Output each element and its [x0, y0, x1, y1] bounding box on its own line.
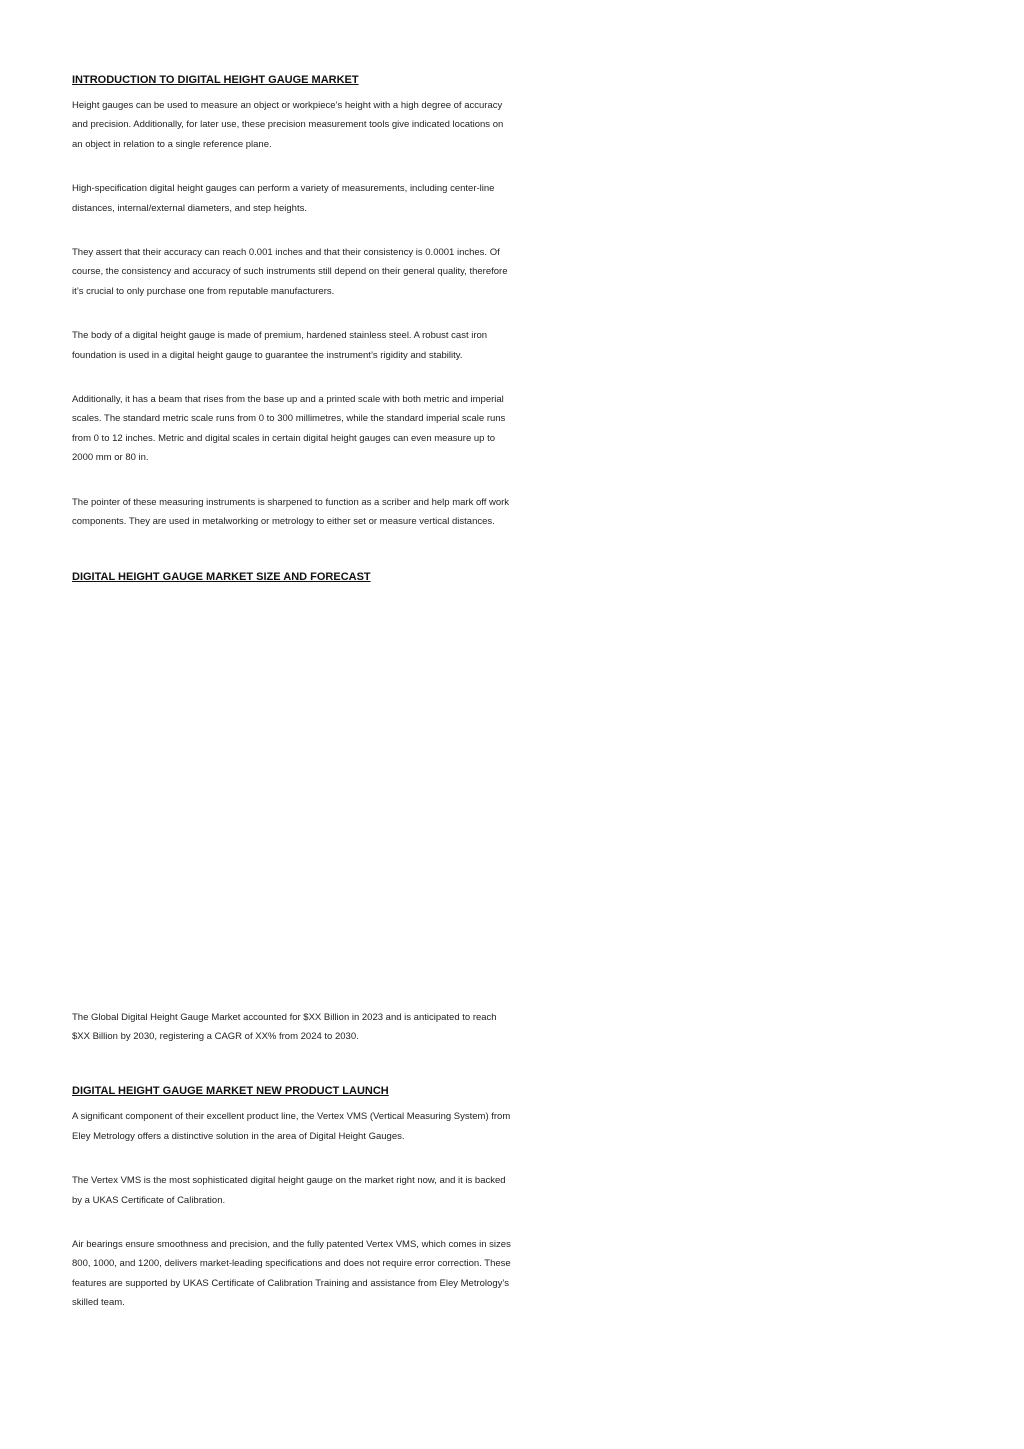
market-size-paragraph: The Global Digital Height Gauge Market accounted for $XX Billion in 2023 and is anticipated to reach $XX Billion by 2030, registering a CAGR of XX% from 2024 to 2030.: [72, 1011, 497, 1042]
section-heading-market-size: DIGITAL HEIGHT GAUGE MARKET SIZE AND FORECAST: [72, 570, 371, 583]
intro-paragraph-5: Additionally, it has a beam that rises from the base up and a printed scale with both metric and imperial scales. The standard metric scale runs from 0 to 300 millimetres, while the standard imperial scale runs from 0 to 12 inches. Metric and digital scales in certain digital height gauges can even measure up to 2000 mm or 80 in.: [72, 394, 506, 464]
section-heading-introduction: INTRODUCTION TO DIGITAL HEIGHT GAUGE MARKET: [72, 74, 359, 86]
intro-paragraph-6: The pointer of these measuring instruments is sharpened to function as a scriber and help mark off work components. They are used in metalworking or metrology to either set or measure vertical distances.: [72, 496, 510, 528]
intro-paragraph-1: Height gauges can be used to measure an object or workpiece’s height with a high degree of accuracy and precision. Additionally, for later use, these precision measurement tools give indicated locations on an object in relation to a single reference plane.: [72, 100, 504, 150]
launch-paragraph-3: Air bearings ensure smoothness and precision, and the fully patented Vertex VMS, which comes in sizes 800, 1000, and 1200, delivers market-leading specifications and does not require error correction. These features are supported by UKAS Certificate of Calibration Training and assistance from Eley Metrology’s skilled team.: [72, 1238, 511, 1309]
section-heading-new-product-launch: DIGITAL HEIGHT GAUGE MARKET NEW PRODUCT LAUNCH: [72, 1085, 389, 1098]
launch-paragraph-2: The Vertex VMS is the most sophisticated digital height gauge on the market right now, and it is backed by a UKAS Certificate of Calibration.: [72, 1175, 506, 1206]
document-page: [72, 70, 512, 1313]
intro-paragraph-4: The body of a digital height gauge is made of premium, hardened stainless steel. A robust cast iron foundation is used in a digital height gauge to guarantee the instrument’s rigidity and stability.: [72, 330, 488, 361]
intro-paragraph-3: They assert that their accuracy can reach 0.001 inches and that their consistency is 0.0001 inches. Of course, the consistency and accuracy of such instruments still depend on their general quality, therefore it’s crucial to only purchase one from reputable manufacturers.: [72, 247, 508, 297]
launch-paragraph-1: A significant component of their excellent product line, the Vertex VMS (Vertical Measuring System) from Eley Metrology offers a distinctive solution in the area of Digital Height Gauges.: [72, 1111, 511, 1142]
intro-paragraph-2: High-specification digital height gauges can perform a variety of measurements, including center-line distances, internal/external diameters, and step heights.: [72, 183, 495, 214]
blank-image-area: [72, 587, 512, 1008]
